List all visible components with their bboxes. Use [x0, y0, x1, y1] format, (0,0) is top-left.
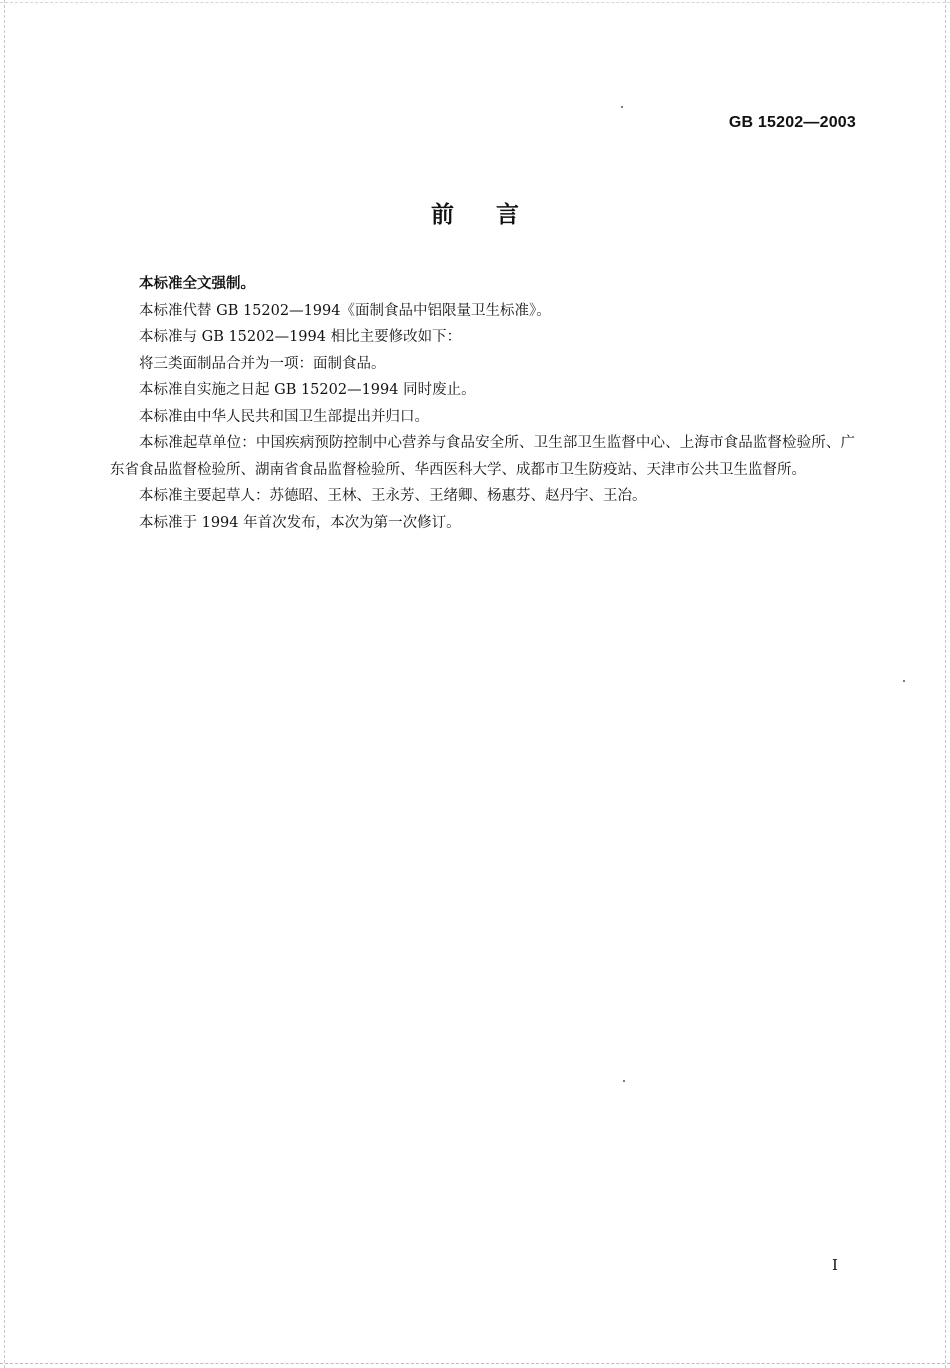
paragraph-changes-intro: 本标准与 GB 15202—1994 相比主要修改如下：: [139, 329, 462, 345]
standard-code: GB 15202—2003: [728, 114, 856, 131]
paragraph-abolished: 本标准自实施之日起 GB 15202—1994 同时废止。: [139, 382, 476, 398]
paragraph-proposed-by: 本标准由中华人民共和国卫生部提出并归口。: [139, 408, 429, 425]
paragraph-drafters: 本标准主要起草人：苏德昭、王林、王永芳、王绪卿、杨惠芬、赵丹宇、王冶。: [139, 488, 647, 504]
paragraph-change-item: 将三类面制品合并为一项：面制食品。: [139, 355, 386, 372]
scan-speck: [623, 1080, 625, 1082]
scan-edge-top: [0, 2, 950, 3]
paragraph-replaces: 本标准代替 GB 15202—1994《面制食品中铝限量卫生标准》。: [139, 302, 551, 319]
scan-speck: [621, 106, 623, 108]
scan-edge-bottom: [0, 1363, 950, 1364]
paragraph-history: 本标准于 1994 年首次发布，本次为第一次修订。: [139, 514, 461, 531]
page-number: I: [832, 1256, 838, 1274]
paragraph-drafting-units: 本标准起草单位：中国疾病预防控制中心营养与食品安全所、卫生部卫生监督中心、上海市食品监督检验所、广东省食品监督检验所、湖南省食品监督检验所、华西医科大学、成都市卫生防疫站、天津市公共卫生监督所。: [110, 435, 855, 478]
paragraph-mandatory: 本标准全文强制。: [139, 276, 255, 292]
foreword-body: [110, 271, 855, 536]
page-title: 前言: [431, 202, 561, 228]
scan-speck: [903, 680, 905, 682]
